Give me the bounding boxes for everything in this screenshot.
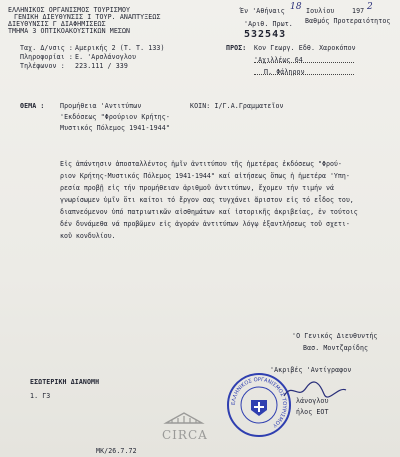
cc-line: ΚΟΙΝ: Ι/Γ.Α.Γραμματεῖον bbox=[190, 102, 284, 110]
subject-label: ΘΕΜΑ : bbox=[20, 102, 45, 110]
letter-body bbox=[60, 158, 382, 242]
org-line-2: ΓΕΝΙΚΗ ΔΙΕΥΘΥΝΣΙΣ Ι ΤΟΥΡ. ΑΝΑΠΤΥΞΕΩΣ bbox=[14, 13, 161, 21]
body-line: ριον Κρήτης-Μυστικός Πόλεμος 1941-1944" καί αἰτήσεως ὅπως ἡ ἡμετέρα 'Υπη- bbox=[60, 172, 350, 180]
watermark-text: CIRCA bbox=[162, 428, 208, 442]
signer-line-1: λάνογλου bbox=[296, 397, 329, 405]
place-date: Έν 'Αθήναις bbox=[240, 7, 285, 15]
signer-title: 'Ο Γενικός Διευθυντής bbox=[292, 332, 378, 340]
date-year-prefix: 197 bbox=[352, 7, 365, 15]
address-label: Ταχ. Δ/νσις : bbox=[20, 44, 73, 52]
stamp-text: ΕΛΛΗΝΙΚΟΣ ΟΡΓΑΝΙΣΜΟΣ ΤΟΥΡΙΣΜΟΥ bbox=[230, 376, 288, 429]
signer-name: Βασ. Μοντζαρίδης bbox=[303, 344, 369, 352]
recipient-street: 'Αχιλλέως 64 bbox=[254, 56, 303, 64]
subject-line-1: Προμήθεια 'Αντιτύπων bbox=[60, 102, 142, 110]
circa-watermark bbox=[162, 410, 208, 442]
body-line: ρεσία προβῇ εἰς τήν προμήθειαν ἀριθμοῦ ἀντιτύπων, ἔχομεν τήν τιμήν νά bbox=[60, 184, 334, 192]
reference-code: ΜΚ/26.7.72 bbox=[96, 447, 137, 455]
address-value: Αμερικής 2 (Τ. Τ. 133) bbox=[75, 44, 165, 52]
body-line: κοῦ κονδυλίου. bbox=[60, 232, 116, 240]
org-line-1: ΕΛΛΗΝΙΚΟΣ ΟΡΓΑΝΙΣΜΟΣ ΤΟΥΡΙΣΜΟΥ bbox=[8, 6, 131, 14]
address-rule-1 bbox=[254, 62, 354, 63]
address-rule-2 bbox=[254, 74, 354, 75]
phone-label: Τηλέφωνον : bbox=[20, 62, 65, 70]
protocol-number: 532543 bbox=[244, 29, 287, 40]
distribution-label: ΕΣΩΤΕΡΙΚΗ ΔΙΑΝΟΜΗ bbox=[30, 378, 100, 386]
copy-note: 'Ακριβές 'Αντίγραφον bbox=[270, 366, 352, 374]
body-line: διαπνεόμενον ὑπό πατριωτικῶν αἰσθημάτων καί ἱστορικῆς ἀκριβείας, ἐν τούτοις bbox=[60, 208, 358, 216]
phone-value: 223.111 / 339 bbox=[75, 62, 128, 70]
subject-line-3: Μυστικός Πόλεμος 1941-1944" bbox=[60, 124, 170, 132]
building-icon bbox=[162, 411, 206, 425]
subject-line-2: 'Εκδόσεως "Φρούριον Κρήτης- bbox=[60, 113, 170, 121]
info-value: Ε. 'Αρσλάνογλου bbox=[75, 53, 137, 61]
info-label: Πληροφορίαι : bbox=[20, 53, 73, 61]
date-year-suffix: 2 bbox=[367, 2, 373, 12]
date-day: 18 bbox=[290, 2, 302, 12]
distribution-item: 1. Γ3 bbox=[30, 392, 51, 400]
to-label: ΠΡΟΣ: bbox=[226, 44, 247, 52]
signer-line-2: ήλος ΕΟΤ bbox=[296, 408, 329, 416]
priority-label: Βαθμός Προτεραιότητος bbox=[305, 17, 391, 25]
body-line: δέν δυνάμεθα νά προβῶμεν εἰς ἀγοράν ἀντιτύπων λόγῳ ἐξαντλήσεως τοῦ σχετι- bbox=[60, 220, 350, 228]
recipient-city: Π. Φάληρον bbox=[264, 68, 305, 76]
org-line-3: ΔΙΕΥΘΥΝΣΙΣ Γ ΔΙΑΦΗΜΙΣΕΩΣ bbox=[8, 20, 106, 28]
body-line: γνωρίσωμεν ὑμῖν ὅτι καίτοι τό ἔργον σας τυγχάνει ἄριστον εἰς τό εἶδος του, bbox=[60, 196, 354, 204]
recipient-name: Κον Γεωργ. Εδθ. Χαροκόπον bbox=[254, 44, 356, 52]
date-month: Ιουλίου bbox=[306, 7, 335, 15]
handwritten-signature bbox=[280, 378, 350, 404]
org-line-4: ΤΜΗΜΑ 3 ΟΠΤΙΚΟΑΚΟΥΣΤΙΚΩΝ ΜΕΣΩΝ bbox=[8, 27, 131, 35]
protocol-label: 'Αριθ. Πρωτ. bbox=[244, 20, 293, 28]
body-line: Εἰς ἀπάντησιν ἀποσταλλέντος ἡμῖν ἀντιτύπου τῆς ἡμετέρας ἐκδόσεως "Φρού- bbox=[60, 160, 342, 168]
